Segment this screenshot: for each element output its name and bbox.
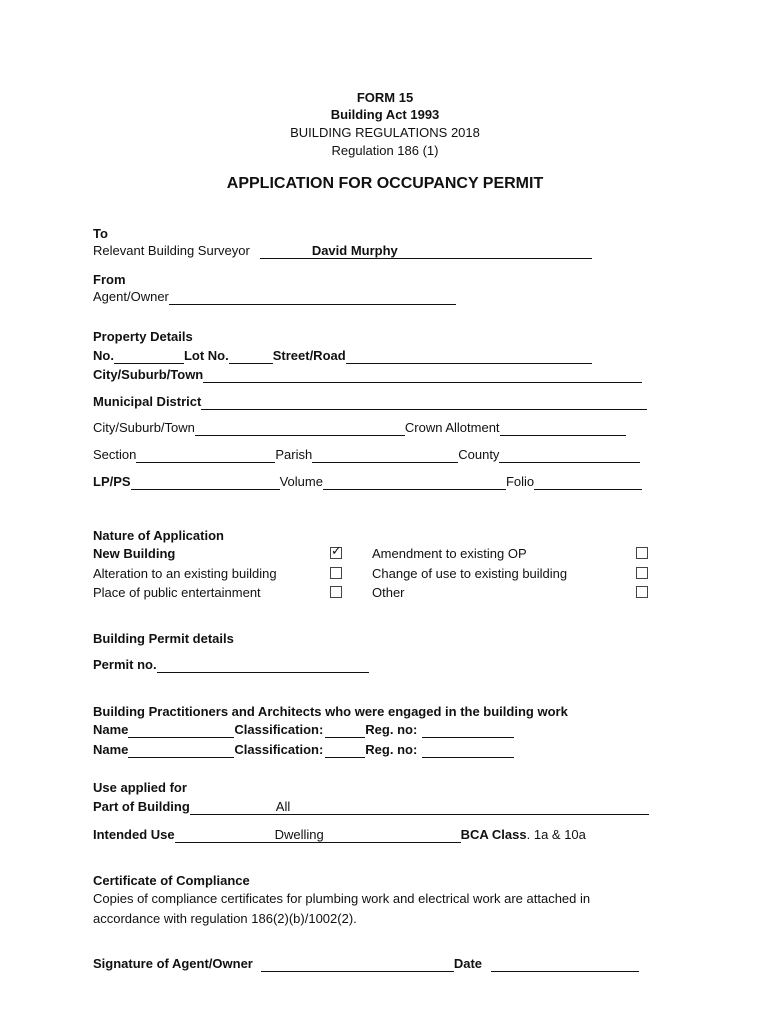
- practitioner-2-classification-field[interactable]: [325, 743, 365, 758]
- option-change-of-use-checkbox[interactable]: [636, 567, 648, 579]
- option-new-building-checkbox[interactable]: [330, 543, 342, 559]
- practitioners-heading: Building Practitioners and Architects who were engaged in the building work: [93, 704, 568, 719]
- certificate-heading: Certificate of Compliance: [93, 873, 250, 888]
- part-of-building-row: [93, 799, 649, 815]
- practitioner-2-reg-label: Reg. no:: [365, 742, 418, 757]
- part-of-building-field[interactable]: All: [276, 799, 649, 815]
- folio-label: Folio: [505, 474, 535, 489]
- lot-label: Lot No.: [183, 348, 229, 363]
- agent-label: Agent/Owner: [93, 289, 169, 304]
- part-of-building-label: Part of Building: [93, 799, 190, 814]
- bca-class-value: . 1a & 10a: [526, 827, 586, 842]
- agent-row: [93, 289, 456, 305]
- city-field[interactable]: [195, 421, 405, 436]
- practitioner-2-name-label: Name: [93, 742, 129, 757]
- practitioner-row-1: [93, 722, 514, 738]
- from-heading: From: [93, 272, 126, 287]
- municipal-label: Municipal District: [93, 394, 202, 409]
- street-field[interactable]: [346, 349, 592, 364]
- page-title: APPLICATION FOR OCCUPANCY PERMIT: [226, 175, 544, 192]
- practitioner-row-2: [93, 742, 514, 758]
- surveyor-blank-lead: [260, 244, 312, 259]
- form-number: FORM 15: [356, 90, 414, 105]
- intended-use-lead: [175, 828, 275, 843]
- city-label: City/Suburb/Town: [93, 420, 195, 435]
- volume-label: Volume: [279, 474, 323, 489]
- practitioner-1-classification-field[interactable]: [325, 723, 365, 738]
- option-public-entertainment-checkbox[interactable]: [330, 586, 342, 598]
- section-label: Section: [93, 447, 137, 462]
- county-field[interactable]: [499, 448, 640, 463]
- certificate-text-line-1: Copies of compliance certificates for plumbing work and electrical work are attached in: [93, 891, 591, 906]
- crown-label: Crown Allotment: [404, 420, 500, 435]
- city-bold-label: City/Suburb/Town: [93, 367, 204, 382]
- practitioner-1-name-label: Name: [93, 722, 129, 737]
- nature-heading: Nature of Application: [93, 528, 224, 543]
- regulations-name: BUILDING REGULATIONS 2018: [290, 125, 480, 140]
- crown-field[interactable]: [500, 421, 626, 436]
- parish-label: Parish: [275, 447, 313, 462]
- no-label: No.: [93, 348, 114, 363]
- practitioner-1-name-field[interactable]: [128, 723, 234, 738]
- intended-use-row: [93, 827, 586, 843]
- municipal-field[interactable]: [201, 395, 647, 410]
- option-public-entertainment-label: Place of public entertainment: [93, 585, 261, 600]
- option-alteration-label: Alteration to an existing building: [93, 566, 277, 581]
- surveyor-row: [93, 243, 592, 259]
- lpps-field[interactable]: [131, 475, 280, 490]
- option-change-of-use-label: Change of use to existing building: [372, 566, 568, 581]
- city-crown-row: [93, 420, 626, 436]
- signature-field[interactable]: [261, 957, 454, 972]
- city-bold-field[interactable]: [203, 368, 642, 383]
- option-new-building-label: New Building: [93, 546, 176, 561]
- regulation-reference: Regulation 186 (1): [331, 143, 439, 158]
- agent-field[interactable]: [169, 290, 456, 305]
- practitioner-2-classification-label: Classification:: [234, 742, 324, 757]
- section-field[interactable]: [136, 448, 275, 463]
- street-label: Street/Road: [272, 348, 346, 363]
- lot-field[interactable]: [229, 349, 273, 364]
- practitioner-1-reg-field[interactable]: [422, 723, 514, 738]
- county-label: County: [458, 447, 500, 462]
- permit-no-label: Permit no.: [93, 657, 157, 672]
- surveyor-field[interactable]: David Murphy: [312, 243, 592, 259]
- surveyor-label: Relevant Building Surveyor: [93, 243, 250, 258]
- date-field[interactable]: [491, 957, 639, 972]
- parish-field[interactable]: [312, 448, 458, 463]
- no-field[interactable]: [114, 349, 184, 364]
- check-mark-icon: ✓: [331, 543, 342, 558]
- bca-class-label: BCA Class: [460, 827, 527, 842]
- use-heading: Use applied for: [93, 780, 187, 795]
- permit-no-field[interactable]: [157, 658, 369, 673]
- option-amendment-checkbox[interactable]: [636, 547, 648, 559]
- act-name: Building Act 1993: [330, 107, 440, 122]
- option-alteration-checkbox[interactable]: [330, 567, 342, 579]
- permit-row: [93, 657, 369, 673]
- practitioner-1-reg-label: Reg. no:: [365, 722, 418, 737]
- address-row: [93, 348, 592, 364]
- option-other-checkbox[interactable]: [636, 586, 648, 598]
- option-other-label: Other: [372, 585, 405, 600]
- date-label: Date: [453, 956, 483, 971]
- intended-use-field[interactable]: Dwelling: [275, 827, 461, 843]
- part-of-building-lead: [190, 800, 276, 815]
- folio-field[interactable]: [534, 475, 642, 490]
- lpps-label: LP/PS: [93, 474, 131, 489]
- practitioner-2-reg-field[interactable]: [422, 743, 514, 758]
- permit-heading: Building Permit details: [93, 631, 234, 646]
- signature-label: Signature of Agent/Owner: [93, 956, 253, 971]
- section-row: [93, 447, 640, 463]
- lpps-row: [93, 474, 642, 490]
- option-amendment-label: Amendment to existing OP: [372, 546, 527, 561]
- volume-field[interactable]: [323, 475, 506, 490]
- property-heading: Property Details: [93, 329, 193, 344]
- intended-use-label: Intended Use: [93, 827, 175, 842]
- municipal-row: [93, 394, 647, 410]
- practitioner-2-name-field[interactable]: [128, 743, 234, 758]
- certificate-text-line-2: accordance with regulation 186(2)(b)/1002(2).: [93, 911, 357, 926]
- signature-row: [93, 956, 639, 972]
- city-bold-row: [93, 367, 642, 383]
- to-heading: To: [93, 226, 108, 241]
- practitioner-1-classification-label: Classification:: [234, 722, 324, 737]
